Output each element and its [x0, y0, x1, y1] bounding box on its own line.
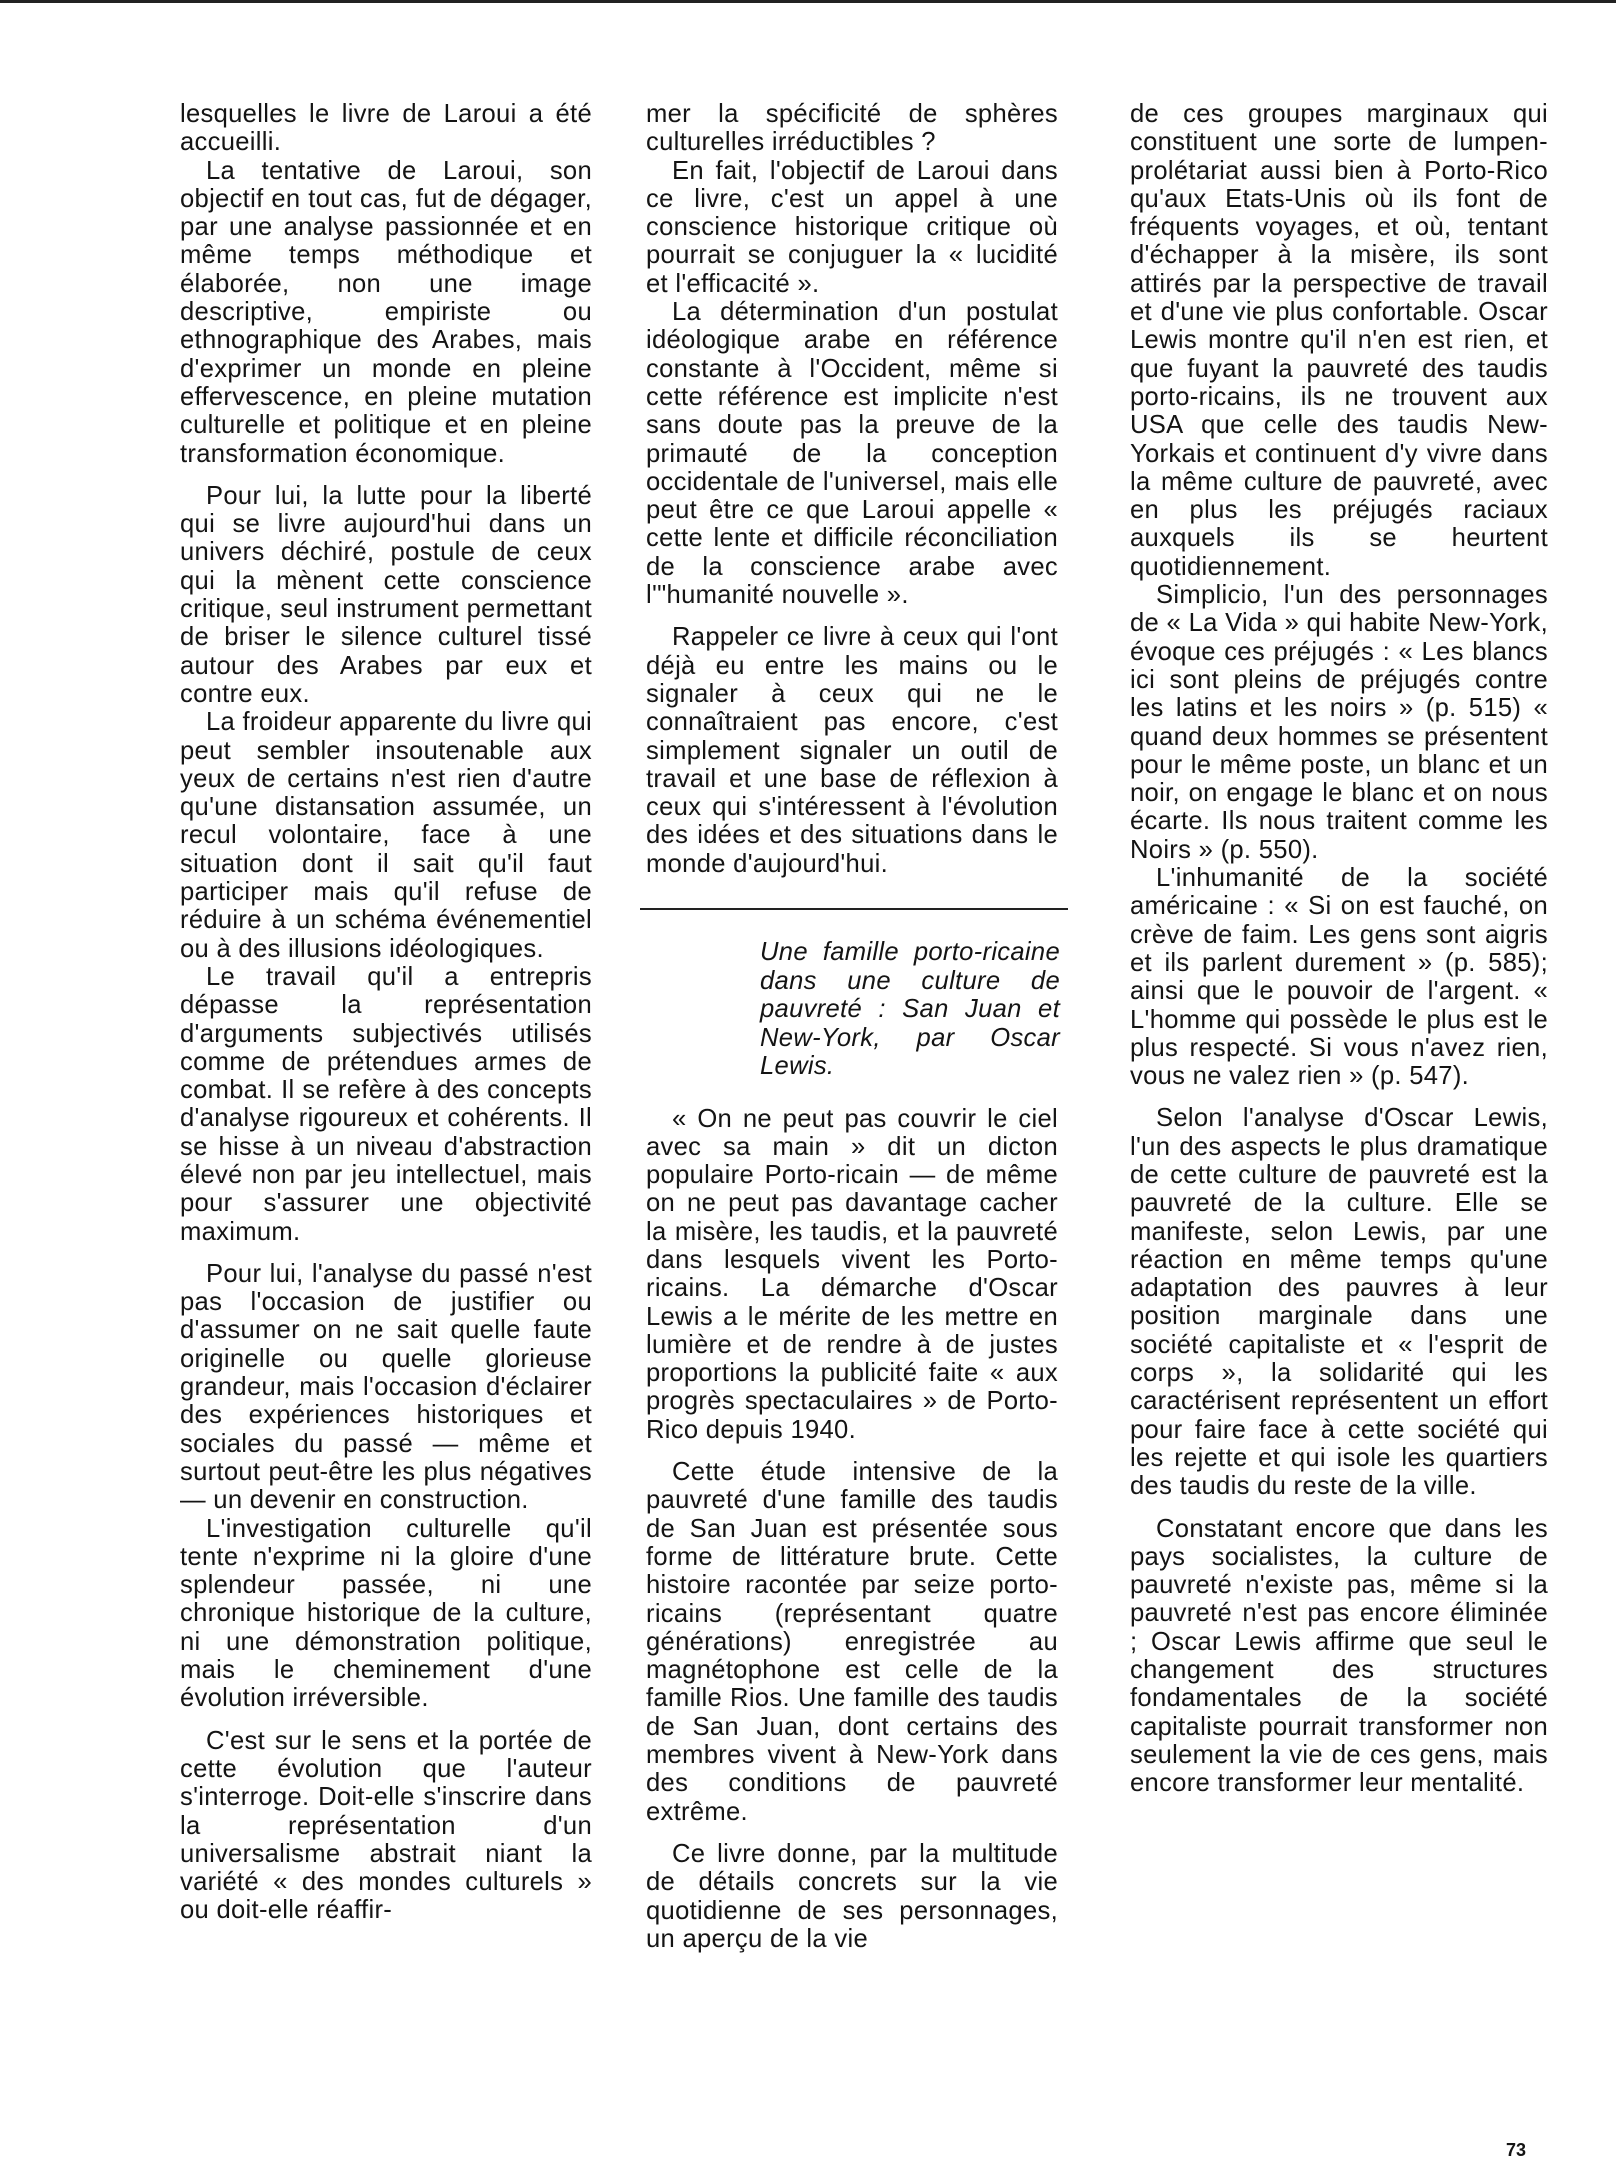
column-1 — [180, 100, 592, 1925]
paragraph: lesquelles le livre de Laroui a été accueilli. — [180, 100, 592, 157]
paragraph: Rappeler ce livre à ceux qui l'ont déjà eu entre les mains ou le signaler à ceux qui ne le connaîtraient pas encore, c'est simplement signaler un outil de travail et une base de réflexion à ceux qui s'intéressent à l'évolution des idées et des situations dans le monde d'aujourd'hui. — [646, 623, 1058, 878]
paragraph: Pour lui, la lutte pour la liberté qui se livre aujourd'hui dans un univers déchiré, postule de ceux qui la mènent cette conscience critique, seul instrument permettant de briser le silence culturel tissé autour des Arabes par eux et contre eux. — [180, 481, 592, 708]
paragraph: mer la spécificité de sphères culturelles irréductibles ? — [646, 100, 1058, 157]
paragraph: La détermination d'un postulat idéologique arabe en référence constante à l'Occident, même si cette référence est implicite n'est sans doute pas la preuve de la primauté de la conception occidentale de l'universel, mais elle peut être ce que Laroui appelle « cette lente et difficile réconciliation de la conscience arabe avec l'"humanité nouvelle ». — [646, 298, 1058, 610]
top-rule — [0, 0, 1616, 3]
paragraph: La froideur apparente du livre qui peut sembler insoutenable aux yeux de certains n'est rien d'autre qu'une distansation assumée, un recul volontaire, face à une situation dont il sait qu'il faut participer mais qu'il refuse de réduire à un schéma événementiel ou à des illusions idéologiques. — [180, 708, 592, 963]
paragraph: La tentative de Laroui, son objectif en tout cas, fut de dégager, par une analyse passionnée et en même temps méthodique et élaborée, non une image descriptive, empiriste ou ethnographique des Arabes, mais d'exprimer un monde en pleine effervescence, en pleine mutation culturelle et politique et en pleine transformation économique. — [180, 156, 592, 468]
paragraph: Le travail qu'il a entrepris dépasse la représentation d'arguments subjectivés utilisés comme de prétendues armes de combat. Il se refère à des concepts d'analyse rigoureux et cohérents. Il se hisse à un niveau d'abstraction élevé non par jeu intellectuel, mais pour s'assurer une objectivité maximum. — [180, 962, 592, 1246]
article-heading: Une famille porto-ricaine dans une culture de pauvreté : San Juan et New-York, par Oscar Lewis. — [760, 938, 1060, 1081]
section-divider — [640, 908, 1068, 910]
paragraph: L'investigation culturelle qu'il tente n'exprime ni la gloire d'une splendeur passée, ni une chronique historique de la culture, ni une démonstration politique, mais le cheminement d'une évolution irréversible. — [180, 1514, 592, 1713]
paragraph: de ces groupes marginaux qui constituent une sorte de lumpen-prolétariat aussi bien à Porto-Rico qu'aux Etats-Unis où ils font de fréquents voyages, et où, tentant d'échapper à la misère, ils sont attirés par la perspective de travail et d'une vie plus confortable. Oscar Lewis montre qu'il n'en est rien, et que fuyant la pauvreté des taudis porto-ricains, ils ne trouvent aux USA que celle des taudis New-Yorkais et continuent d'y vivre dans la même culture de pauvreté, avec en plus les préjugés raciaux auxquels ils se heurtent quotidiennement. — [1130, 100, 1548, 581]
paragraph: « On ne peut pas couvrir le ciel avec sa main » dit un dicton populaire Porto-ricain — de même on ne peut pas davantage cacher la misère, les taudis, et la pauvreté dans lesquels vivent les Porto-ricains. La démarche d'Oscar Lewis a le mérite de les mettre en lumière et de rendre à de justes proportions la publicité faite « aux progrès spectaculaires » de Porto-Rico depuis 1940. — [646, 1104, 1058, 1444]
paragraph: Selon l'analyse d'Oscar Lewis, l'un des aspects le plus dramatique de cette culture de pauvreté est la pauvreté de la culture. Elle se manifeste, selon Lewis, par une réaction en même temps qu'une adaptation des pauvres à leur position marginale dans une société capitaliste et « l'esprit de corps », la solidarité qui les caractérisent représentent un effort pour faire face à cette société qui les rejette et qui isole les quartiers des taudis du reste de la ville. — [1130, 1104, 1548, 1501]
paragraph: En fait, l'objectif de Laroui dans ce livre, c'est un appel à une conscience historique critique où pourrait se conjuguer la « lucidité et l'efficacité ». — [646, 156, 1058, 298]
paragraph: Constatant encore que dans les pays socialistes, la culture de pauvreté n'existe pas, même si la pauvreté n'est pas encore éliminée ; Oscar Lewis affirme que seul le changement des structures fondamentales de la société capitaliste pourrait transformer non seulement la vie de ces gens, mais encore transformer leur mentalité. — [1130, 1514, 1548, 1798]
paragraph: C'est sur le sens et la portée de cette évolution que l'auteur s'interroge. Doit-elle s'inscrire dans la représentation d'un universalisme abstrait niant la variété « des mondes culturels » ou doit-elle réaffir- — [180, 1726, 592, 1925]
paragraph: Simplicio, l'un des personnages de « La Vida » qui habite New-York, évoque ces préjugés : « Les blancs ici sont pleins de préjugés contre les latins et les noirs » (p. 515) « quand deux hommes se présentent pour le même poste, un blanc et un noir, on engage le blanc et on nous écarte. Ils nous traitent comme les Noirs » (p. 550). — [1130, 581, 1548, 864]
paragraph: Ce livre donne, par la multitude de détails concrets sur la vie quotidienne de ses personnages, un aperçu de la vie — [646, 1839, 1058, 1953]
paragraph: L'inhumanité de la société américaine : « Si on est fauché, on crève de faim. Les gens sont aigris et ils parlent durement » (p. 585); ainsi que le pouvoir de l'argent. « L'homme qui possède le plus est le plus respecté. Si vous n'avez rien, vous ne valez rien » (p. 547). — [1130, 864, 1548, 1091]
column-3 — [1130, 100, 1548, 1798]
column-2 — [646, 100, 1058, 1953]
page-number: 73 — [1506, 2140, 1527, 2160]
paragraph: Cette étude intensive de la pauvreté d'une famille des taudis de San Juan est présentée sous forme de littérature brute. Cette histoire racontée par seize porto-ricains (représentant quatre générations) enregistrée au magnétophone est celle de la famille Rios. Une famille des taudis de San Juan, dont certains des membres vivent à New-York dans des conditions de pauvreté extrême. — [646, 1458, 1058, 1826]
paragraph: Pour lui, l'analyse du passé n'est pas l'occasion de justifier ou d'assumer on ne sait quelle faute originelle ou quelle glorieuse grandeur, mais l'occasion d'éclairer des expériences historiques et sociales du passé — même et surtout peut-être les plus négatives — un devenir en construction. — [180, 1259, 592, 1515]
